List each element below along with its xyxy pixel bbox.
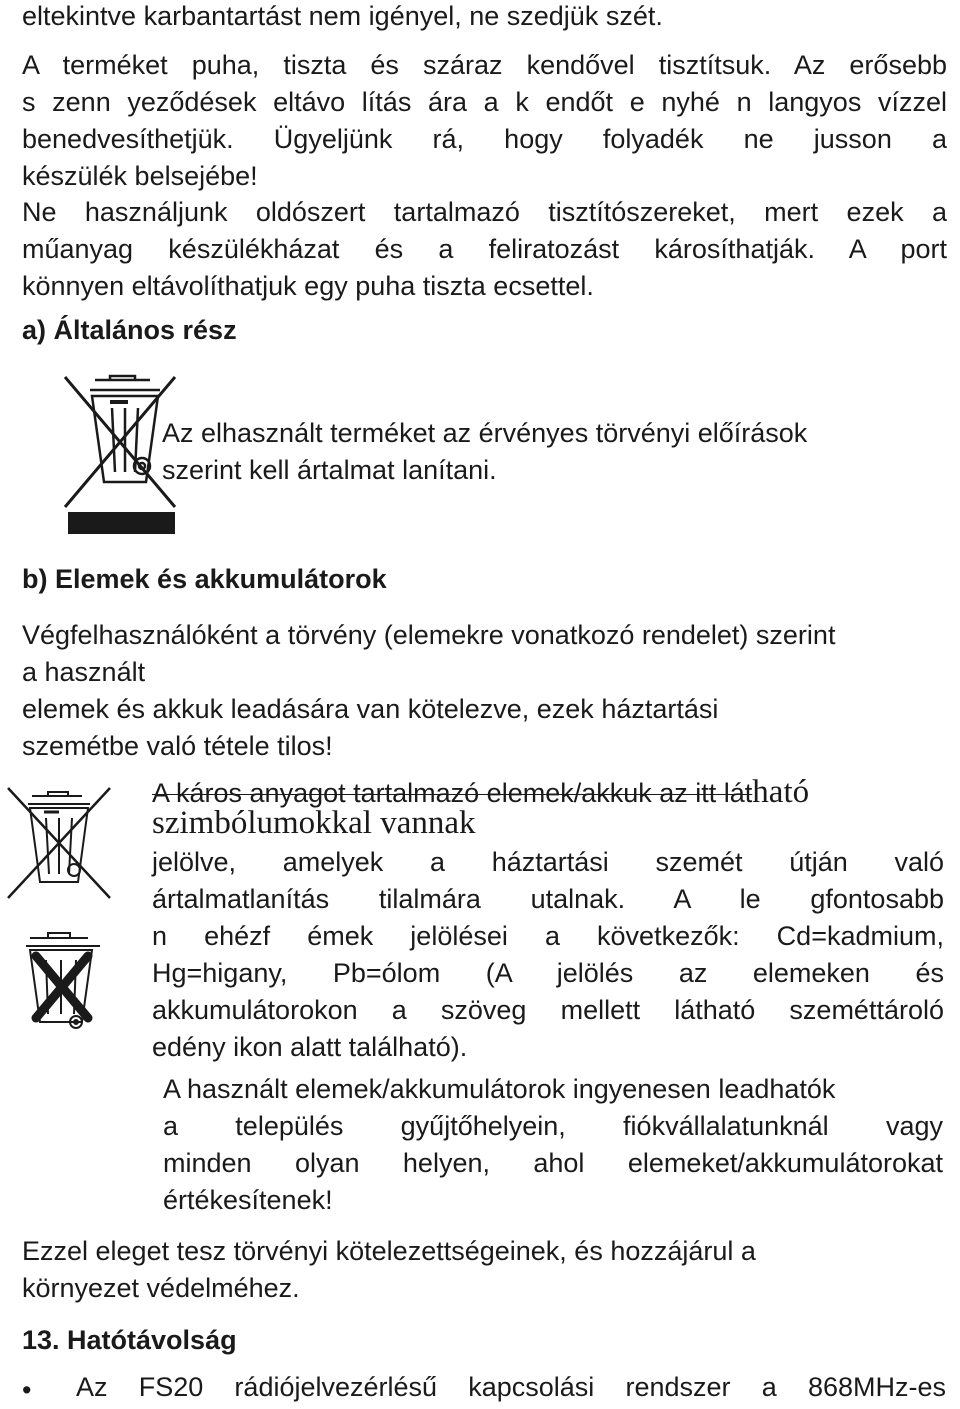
text-line: készülék belsejébe! (22, 161, 258, 191)
crossed-bin-small-icon (4, 782, 114, 902)
text-line: elemek és akkuk leadására van kötelezve, ezek háztartási (22, 694, 719, 724)
symbol-text-sans: A káros anyagot tartalmazó elemek/akkuk az itt lát (152, 778, 753, 808)
text-line: a használt (22, 657, 146, 687)
cleaning-paragraph (22, 47, 947, 195)
section-13-heading: 13. Hatótávolság (22, 1325, 237, 1355)
text-line: a település gyűjtőhelyein, fiókvállalatunknál vagy (163, 1111, 943, 1141)
solvent-paragraph (22, 194, 947, 305)
text-line: szemétbe való tétele tilos! (22, 731, 333, 761)
text-line: értékesítenek! (163, 1185, 333, 1215)
text-line: akkumulátorokon a szöveg mellett látható szeméttároló (152, 995, 944, 1025)
battery-obligation-paragraph (22, 617, 947, 765)
section-b-heading: b) Elemek és akkumulátorok (22, 564, 387, 594)
text-line: szimbólumokkal vannak (152, 805, 476, 841)
text-line: Ne használjunk oldószert tartalmazó tisztítószereket, mert ezek a (22, 197, 947, 227)
text-line: minden olyan helyen, ahol elemeket/akkumulátorokat (163, 1148, 943, 1178)
section-a-heading: a) Általános rész (22, 315, 237, 345)
text-line: A terméket puha, tiszta és száraz kendővel tisztítsuk. Az erősebb (22, 50, 947, 80)
text-line: jelölve, amelyek a háztartási szemét útján való (152, 847, 944, 877)
text-line: benedvesíthetjük. Ügyeljünk rá, hogy folyadék ne jusson a (22, 124, 947, 154)
crossed-bin-bold-icon (18, 926, 108, 1036)
text-line: Hg=higany, Pb=ólom (A jelölés az elemeken és (152, 958, 944, 988)
text-line: A használt elemek/akkumulátorok ingyenesen leadhatók (163, 1074, 836, 1104)
section-a-text (162, 415, 942, 489)
text-line: Az elhasznált terméket az érvényes törvényi előírások (162, 418, 808, 448)
free-return-paragraph (163, 1071, 943, 1219)
text-line: edény ikon alatt található). (152, 1032, 468, 1062)
text-line: ártalmatlanítás tilalmára utalnak. A le gfontosabb (152, 884, 944, 914)
text-line: szerint kell ártalmat lanítani. (162, 455, 497, 485)
closing-paragraph (22, 1233, 947, 1307)
text-line: környezet védelméhez. (22, 1273, 300, 1303)
text-line: Ezzel eleget tesz törvényi kötelezettségeinek, és hozzájárul a (22, 1236, 756, 1266)
bullet-item (76, 1369, 946, 1406)
text-line: Végfelhasználóként a törvény (elemekre vonatkozó rendelet) szerint (22, 620, 836, 650)
text-line: könnyen eltávolíthatjuk egy puha tiszta ecsettel. (22, 271, 594, 301)
bullet-marker: • (22, 1375, 32, 1405)
text-line: n ehézf émek jelölései a következők: Cd=kadmium, (152, 921, 944, 951)
text-line: s zenn yeződések eltávo lítás ára a k endőt e nyhé n langyos vízzel (22, 87, 947, 117)
symbol-paragraph (152, 774, 944, 1066)
symbol-text-serif: ható (752, 774, 810, 810)
text-line: műanyag készülékházat és a feliratozást károsíthatják. A port (22, 234, 947, 264)
text-line: Az FS20 rádiójelvezérlésű kapcsolási rendszer a 868MHz-es (76, 1372, 946, 1402)
text-line: eltekintve karbantartást nem igényel, ne szedjük szét. (22, 1, 663, 31)
intro-line (22, 0, 947, 35)
